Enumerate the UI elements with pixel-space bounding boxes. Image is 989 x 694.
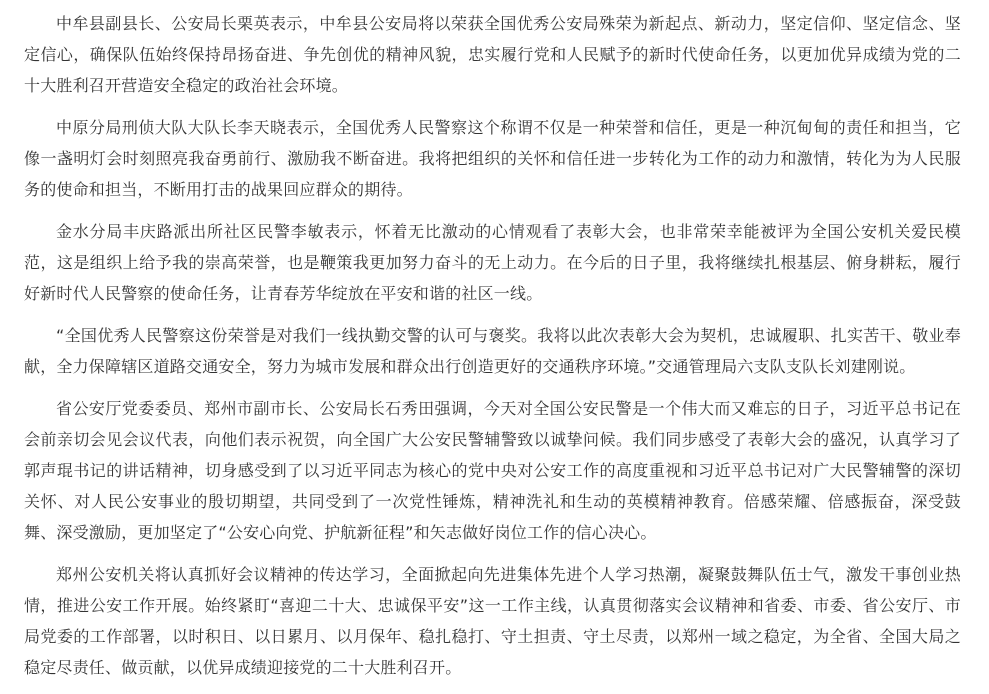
paragraph-provincial-statement: 省公安厅党委委员、郑州市副市长、公安局长石秀田强调，今天对全国公安民警是一个伟大而又难忘的日子，习近平总书记在会前亲切会见会议代表，向他们表示祝贺，向全国广大公安民警辅警致以诚挚问候。我们同步感受了表彰大会的盛况，认真学习了郭声琨书记的讲话精神，切身感受到了以习近平同志为核心的党中央对公安工作的高度重视和习近平总书记对广大民警辅警的深切关怀、对人民公安事业的殷切期望，共同受到了一次党性锤炼，精神洗礼和生动的英模精神教育。倍感荣耀、倍感振奋，深受鼓舞、深受激励，更加坚定了“公安心向党、护航新征程”和矢志做好岗位工作的信心决心。 bbox=[24, 399, 961, 542]
paragraph-traffic-statement: “全国优秀人民警察这份荣誉是对我们一线执勤交警的认可与褒奖。我将以此次表彰大会为契机，忠诚履职、扎实苦干、敬业奉献，全力保障辖区道路交通安全，努力为城市发展和群众出行创造更好的交通秩序环境。”交通管理局六支队支队长刘建刚说。 bbox=[24, 326, 961, 376]
paragraph-jinshui-statement: 金水分局丰庆路派出所社区民警李敏表示，怀着无比激动的心情观看了表彰大会，也非常荣幸能被评为全国公安机关爱民模范，这是组织上给予我的崇高荣誉，也是鞭策我更加努力奋斗的无上动力。在今后的日子里，我将继续扎根基层、俯身耕耘，履行好新时代人民警察的使命任务，让青春芳华绽放在平安和谐的社区一线。 bbox=[24, 222, 961, 303]
paragraph-zhongmou-statement: 中牟县副县长、公安局长栗英表示，中牟县公安局将以荣获全国优秀公安局殊荣为新起点、新动力，坚定信仰、坚定信念、坚定信心，确保队伍始终保持昂扬奋进、争先创优的精神风貌，忠实履行党和人民赋予的新时代使命任务，以更加优异成绩为党的二十大胜利召开营造安全稳定的政治社会环境。 bbox=[24, 14, 961, 95]
paragraph-zhengzhou-plan: 郑州公安机关将认真抓好会议精神的传达学习，全面掀起向先进集体先进个人学习热潮，凝聚鼓舞队伍士气，激发干事创业热情，推进公安工作开展。始终紧盯“喜迎二十大、忠诚保平安”这一工作主线，认真贯彻落实会议精神和省委、市委、省公安厅、市局党委的工作部署，以时积日、以日累月、以月保年、稳扎稳打、守土担责、守土尽责，以郑州一域之稳定，为全省、全国大局之稳定尽责任、做贡献，以优异成绩迎接党的二十大胜利召开。 bbox=[24, 565, 961, 677]
article-body bbox=[24, 8, 961, 694]
paragraph-zhongyuan-statement: 中原分局刑侦大队大队长李天晓表示，全国优秀人民警察这个称谓不仅是一种荣誉和信任，更是一种沉甸甸的责任和担当，它像一盏明灯会时刻照亮我奋勇前行、激励我不断奋进。我将把组织的关怀和信任进一步转化为工作的动力和激情，转化为为人民服务的使命和担当，不断用打击的战果回应群众的期待。 bbox=[24, 118, 961, 199]
